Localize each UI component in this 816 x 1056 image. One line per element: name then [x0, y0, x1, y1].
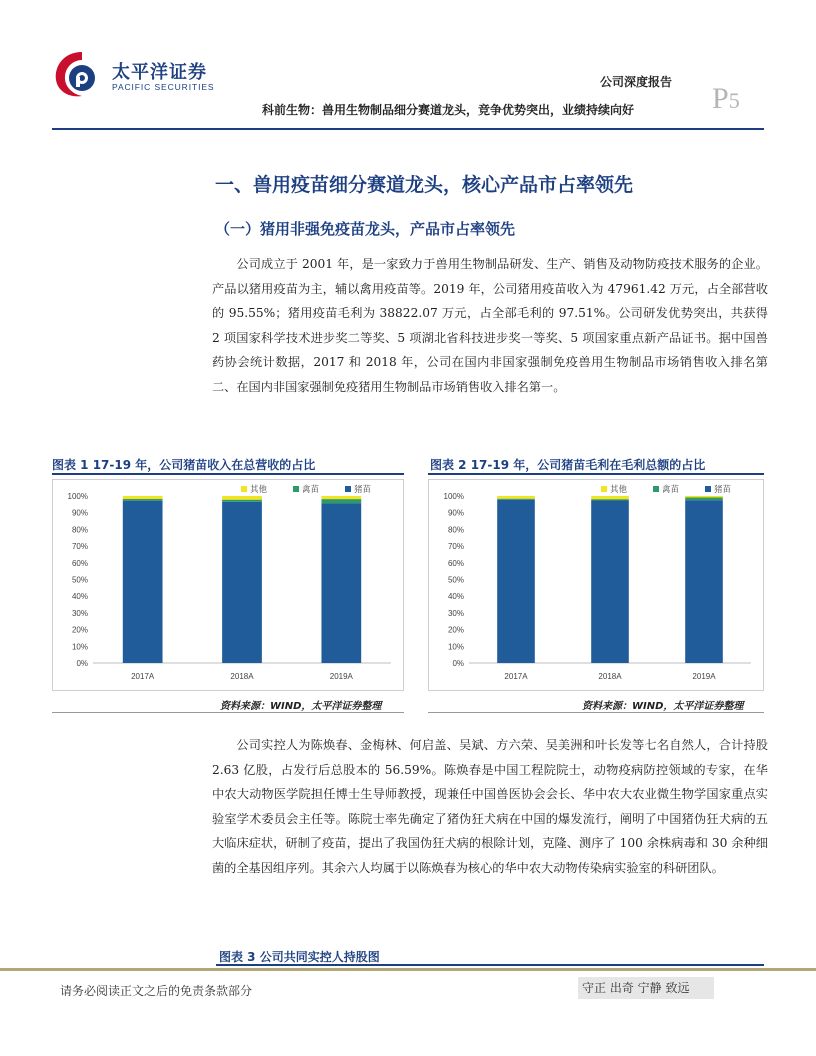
paragraph-controllers: 公司实控人为陈焕春、金梅林、何启盖、吴斌、方六荣、吴美洲和叶长发等七名自然人，合计持股 2.63 亿股，占发行后总股本的 56.59%。陈焕春是中国工程院院士，动物疫病防控领域的专家，在华中农大动物医学院担任博士生导师教授，现兼任中国兽医协会会长、华中农大农业微生物学国家重点实验室学术委员会主任等。陈院士率先确定了猪伪狂犬病在中国的爆发流行，阐明了中国猪伪狂犬病的五大临床症状，研制了疫苗，提出了我国伪狂犬病的根除计划，克隆、测序了 100 余株病毒和 30 余种细菌的全基因组序列。其余六人均属于以陈焕春为核心的华中农大动物传染病实验室的科研团队。 — [212, 738, 768, 875]
bar-segment — [685, 500, 723, 663]
legend-swatch — [705, 486, 711, 492]
y-tick-label: 100% — [67, 492, 88, 501]
y-tick-label: 40% — [71, 592, 88, 602]
legend-swatch — [653, 486, 659, 492]
figure-3-title: 图表 3 公司共同实控人持股图 — [219, 950, 380, 964]
y-tick-label: 80% — [447, 525, 464, 535]
header-divider — [52, 128, 764, 130]
y-tick-label: 50% — [71, 575, 88, 585]
y-tick-label: 90% — [71, 508, 88, 518]
bar-segment — [591, 496, 629, 499]
bar-segment — [685, 496, 723, 497]
figure-2-rule — [428, 473, 764, 475]
y-tick-label: 10% — [447, 642, 464, 652]
subsection-heading: （一）猪用非强免疫苗龙头，产品市占率领先 — [215, 220, 516, 238]
y-tick-label: 50% — [447, 575, 464, 585]
paragraph-company-intro: 公司成立于 2001 年，是一家致力于兽用生物制品研发、生产、销售及动物防疫技术服务的企业。产品以猪用疫苗为主，辅以禽用疫苗等。2019 年，公司猪用疫苗收入为 47961.42 万元，占全部营收的 95.55%；猪用疫苗毛利为 38822.07 万元，占全部毛利的 97.51%。公司研发优势突出，共获得 2 项国家科学技术进步奖二等奖、5 项湖北省科技进步奖一等奖、5 项国家重点新产品证书。据中国兽药协会统计数据，2017 和 2018 年，公司在国内非国家强制免疫兽用生物制品市场销售收入排名第二、在国内非国家强制免疫猪用生物制品市场销售收入排名第一。 — [212, 257, 768, 394]
bar-segment — [497, 500, 535, 663]
x-tick-label: 2018A — [230, 672, 254, 681]
legend-label: 其他 — [610, 485, 628, 495]
y-tick-label: 20% — [447, 625, 464, 635]
figure-2-title: 图表 2 17-19 年，公司猪苗毛利在毛利总额的占比 — [430, 458, 706, 472]
page-number — [712, 84, 740, 114]
y-tick-label: 70% — [447, 542, 464, 552]
y-tick-label: 0% — [452, 659, 464, 668]
y-tick-label: 30% — [71, 608, 88, 618]
bar-segment — [321, 496, 361, 499]
figure-3-rule — [216, 964, 764, 966]
page-digit: 5 — [728, 88, 740, 113]
pacific-logo-icon — [52, 48, 104, 100]
figure-1-source: 资料来源：WIND，太平洋证券整理 — [220, 701, 382, 712]
chart-2-svg — [429, 480, 763, 690]
report-type: 公司深度报告 — [600, 75, 673, 89]
y-tick-label: 80% — [71, 525, 88, 535]
y-tick-label: 90% — [447, 508, 464, 518]
legend-swatch — [241, 486, 247, 492]
y-tick-label: 20% — [71, 625, 88, 635]
legend-label: 禽苗 — [662, 485, 680, 495]
footer-disclaimer: 请务必阅读正文之后的免责条款部分 — [60, 984, 253, 998]
bar-segment — [497, 499, 535, 500]
figure-1-rule — [52, 473, 404, 475]
y-tick-label: 60% — [71, 558, 88, 568]
x-tick-label: 2018A — [598, 672, 622, 681]
bar-segment — [321, 503, 361, 663]
bar-segment — [123, 496, 163, 499]
legend-swatch — [345, 486, 351, 492]
figure-2-chart — [428, 479, 764, 691]
figure-1-chart — [52, 479, 404, 691]
company-logo — [52, 48, 222, 100]
bar-segment — [321, 499, 361, 503]
bar-segment — [222, 502, 262, 663]
legend-label: 猪苗 — [714, 485, 732, 495]
bar-segment — [123, 499, 163, 501]
x-tick-label: 2017A — [504, 672, 528, 681]
y-tick-label: 30% — [447, 608, 464, 618]
bar-segment — [222, 496, 262, 500]
y-tick-label: 40% — [447, 592, 464, 602]
section-heading: 一、兽用疫苗细分赛道龙头，核心产品市占率领先 — [215, 174, 634, 196]
x-tick-label: 2019A — [329, 672, 353, 681]
legend-label: 禽苗 — [302, 485, 320, 495]
page-prefix: P — [712, 82, 729, 115]
bar-segment — [685, 497, 723, 500]
y-tick-label: 70% — [71, 542, 88, 552]
bar-segment — [123, 501, 163, 663]
figure-1-bottom-rule — [52, 712, 404, 713]
bar-segment — [222, 500, 262, 502]
logo-company-cn: 太平洋证券 — [112, 62, 207, 83]
y-tick-label: 100% — [443, 492, 464, 501]
y-tick-label: 0% — [76, 659, 88, 668]
logo-company-en: PACIFIC SECURITIES — [112, 82, 215, 92]
footer-motto: 守正 出奇 宁静 致远 — [578, 977, 714, 999]
footer-divider — [0, 968, 816, 971]
figure-2-source: 资料来源：WIND，太平洋证券整理 — [582, 701, 744, 712]
y-tick-label: 60% — [447, 558, 464, 568]
bar-segment — [591, 499, 629, 500]
x-tick-label: 2019A — [692, 672, 716, 681]
legend-swatch — [601, 486, 607, 492]
legend-label: 猪苗 — [354, 485, 372, 495]
x-tick-label: 2017A — [131, 672, 155, 681]
legend-label: 其他 — [250, 485, 268, 495]
y-tick-label: 10% — [71, 642, 88, 652]
figure-2-bottom-rule — [428, 712, 764, 713]
legend-swatch — [293, 486, 299, 492]
report-subtitle: 科前生物：兽用生物制品细分赛道龙头，竞争优势突出，业绩持续向好 — [262, 103, 635, 117]
bar-segment — [497, 496, 535, 499]
bar-segment — [591, 501, 629, 663]
chart-1-svg — [53, 480, 403, 690]
figure-1-title: 图表 1 17-19 年，公司猪苗收入在总营收的占比 — [52, 458, 316, 472]
